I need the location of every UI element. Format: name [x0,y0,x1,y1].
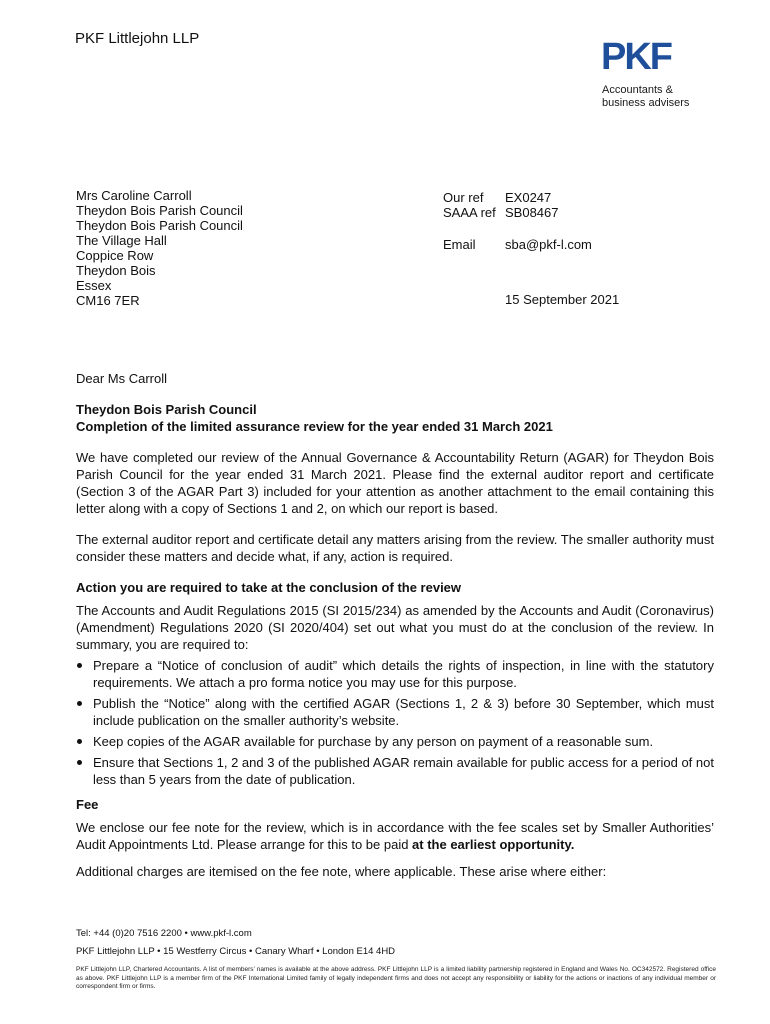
subject [76,401,714,435]
email-label: Email [443,237,476,252]
address-line: Theydon Bois Parish Council [76,218,243,233]
footer-contact: Tel: +44 (0)20 7516 2200 • www.pkf-l.com [76,928,252,939]
paragraph-matters-arising: The external auditor report and certificate detail any matters arising from the review. The smaller authority must consider these matters and decide what, if any, action is required. [76,532,714,564]
saaa-ref-label: SAAA ref [443,205,496,220]
fee-text: We enclose our fee note for the review, which is in accordance with the fee scales set by Smaller Authorities’ Audit Appointments Ltd. Please arrange for this to be paid [76,820,714,852]
paragraph-review-completed: We have completed our review of the Annual Governance & Accountability Return (AGAR) for Theydon Bois Parish Council for the year ended 31 March 2021. Please find the external auditor report and certificate (Section 3 of the AGAR Part 3) included for your attention as another attachment to the email containing this letter along with a copy of Sections 1 and 2, on which our report is based. [76,450,714,516]
email-row [443,237,592,252]
footer [76,928,716,992]
address-line: Theydon Bois Parish Council [76,203,243,218]
footer-office-address: PKF Littlejohn LLP • 15 Westferry Circus • Canary Wharf • London E14 4HD [76,946,396,957]
subject-line-1: Theydon Bois Parish Council [76,402,257,417]
fee-heading: Fee [76,797,99,812]
address-line: CM16 7ER [76,293,140,308]
email-value[interactable]: sba@pkf-l.com [505,237,592,252]
address-line: The Village Hall [76,233,167,248]
address-line: Theydon Bois [76,263,156,278]
address-line: Mrs Caroline Carroll [76,188,192,203]
firm-name-header: PKF Littlejohn LLP [75,30,200,47]
footer-legal-text: PKF Littlejohn LLP, Chartered Accountants. A list of members’ names is available at the above address. PKF Littlejohn LLP is a limited liability partnership registered in England and Wales No. OC342572. Registered office as above. PKF Littlejohn LLP is a member firm of the PKF International Limited family of legally independent firms and does not accept any responsibility or liability for the actions or inactions of any individual member or correspondent firm or firms. [76,966,716,990]
our-ref-value: EX0247 [505,190,552,205]
recipient-address [76,188,243,308]
our-ref-label: Our ref [443,190,484,205]
tagline-line-2: business advisers [602,97,690,109]
reference-block [443,190,559,220]
action-bullet-list [76,657,714,788]
additional-charges: Additional charges are itemised on the fee note, where applicable. These arise where either: [76,864,607,879]
logo-tagline [602,84,689,110]
letter-body [76,370,714,880]
list-item: Keep copies of the AGAR available for purchase by any person on payment of a reasonable sum. [76,733,714,750]
fee-emphasis: at the earliest opportunity. [412,837,575,852]
our-ref-row [443,190,559,205]
action-intro: The Accounts and Audit Regulations 2015 (SI 2015/234) as amended by the Accounts and Audit (Coronavirus) (Amendment) Regulations 2020 (SI 2020/404) set out what you must do at the conclusion of the review. In summary, you are required to: [76,603,714,652]
salutation: Dear Ms Carroll [76,371,168,386]
subject-line-2: Completion of the limited assurance review for the year ended 31 March 2021 [76,419,553,434]
saaa-ref-value: SB08467 [505,205,559,220]
fee-paragraph [76,819,714,853]
address-line: Essex [76,278,112,293]
letter-date: 15 September 2021 [505,292,620,307]
saaa-ref-row [443,205,559,220]
tagline-line-1: Accountants & [602,84,673,96]
list-item: Publish the “Notice” along with the certified AGAR (Sections 1, 2 & 3) before 30 September, which must include publication on the smaller authority’s website. [76,695,714,729]
address-line: Coppice Row [76,248,154,263]
pkf-logo [601,38,687,72]
list-item: Ensure that Sections 1, 2 and 3 of the published AGAR remain available for public access for a period of not less than 5 years from the date of publication. [76,754,714,788]
logo-text: PKF [601,38,671,72]
list-item: Prepare a “Notice of conclusion of audit” which details the rights of inspection, in line with the statutory requirements. We attach a pro forma notice you may use for this purpose. [76,657,714,691]
action-heading: Action you are required to take at the conclusion of the review [76,580,462,595]
